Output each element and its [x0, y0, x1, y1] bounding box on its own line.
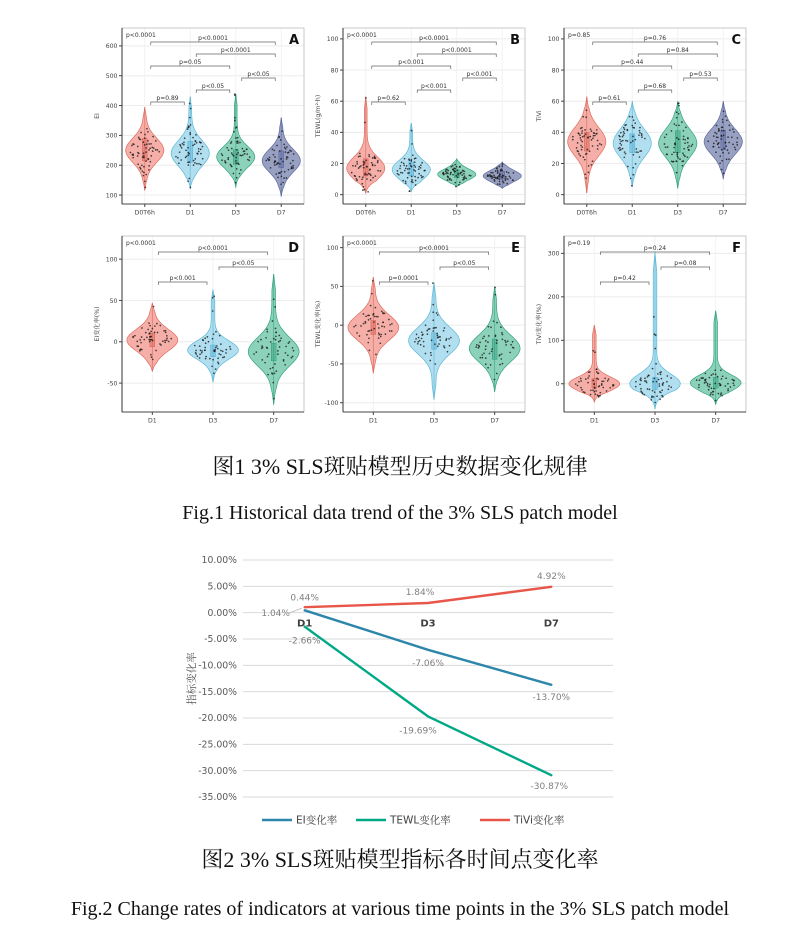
svg-text:-15.00%: -15.00%: [198, 686, 237, 698]
violin-A-D0T6h: [126, 107, 164, 191]
violin-F-D3: [630, 253, 681, 410]
svg-text:D7: D7: [490, 417, 500, 425]
svg-text:100: 100: [326, 36, 339, 44]
svg-text:p=0.84: p=0.84: [666, 47, 689, 54]
svg-text:D7: D7: [718, 209, 728, 217]
violin-panel-A: [92, 22, 312, 224]
violin-F-D1: [569, 325, 620, 402]
pvalue-bracket: [158, 275, 207, 285]
violin-F-D7: [690, 311, 741, 405]
svg-text:D7: D7: [497, 209, 507, 217]
svg-text:D1: D1: [589, 417, 599, 425]
svg-text:60: 60: [330, 98, 339, 106]
svg-text:0: 0: [334, 191, 339, 199]
svg-text:D0T6h: D0T6h: [134, 209, 155, 217]
svg-text:40: 40: [330, 129, 339, 137]
svg-text:TiVi变化率(%): TiVi变化率(%): [536, 303, 543, 345]
svg-text:D1: D1: [147, 417, 157, 425]
svg-text:D: D: [288, 241, 299, 256]
figure1-violin-panels: [92, 22, 758, 438]
pvalue-bracket: [196, 83, 230, 93]
svg-text:p<0.0001: p<0.0001: [441, 47, 472, 54]
svg-text:0: 0: [113, 339, 118, 347]
svg-text:0: 0: [555, 381, 560, 389]
svg-text:p<0.05: p<0.05: [232, 260, 255, 267]
svg-text:p=0.62: p=0.62: [377, 95, 400, 102]
svg-text:500: 500: [105, 73, 118, 81]
svg-text:p=0.42: p=0.42: [613, 275, 636, 282]
svg-text:-7.06%: -7.06%: [412, 658, 444, 669]
svg-text:p=0.05: p=0.05: [179, 59, 202, 66]
svg-text:-50: -50: [328, 361, 339, 369]
svg-text:100: 100: [547, 337, 560, 345]
svg-text:TEWL变化率: TEWL变化率: [390, 814, 451, 827]
svg-text:1.04%: 1.04%: [261, 609, 290, 620]
svg-text:D3: D3: [208, 417, 218, 425]
svg-text:0.00%: 0.00%: [207, 607, 237, 619]
svg-text:D7: D7: [276, 209, 286, 217]
svg-text:50: 50: [109, 297, 118, 305]
svg-text:p<0.0001: p<0.0001: [419, 245, 449, 252]
svg-text:100: 100: [326, 244, 339, 252]
pvalue-bracket: [417, 83, 451, 93]
svg-text:D7: D7: [269, 417, 279, 425]
svg-text:p=0.68: p=0.68: [643, 83, 667, 90]
svg-text:D1: D1: [185, 209, 195, 217]
svg-text:D1: D1: [406, 209, 416, 217]
svg-text:p<0.05: p<0.05: [201, 83, 225, 90]
svg-text:B: B: [510, 33, 520, 48]
pvalue-bracket: [440, 260, 489, 270]
svg-text:-19.69%: -19.69%: [399, 726, 437, 737]
svg-text:-13.70%: -13.70%: [532, 692, 571, 703]
violin-D-D1: [127, 303, 178, 372]
svg-text:200: 200: [105, 162, 118, 170]
pvalue-bracket: [600, 275, 649, 285]
svg-text:D1: D1: [368, 417, 378, 425]
svg-text:EI变化率(%): EI变化率(%): [94, 306, 101, 342]
svg-text:p=0.89: p=0.89: [156, 95, 179, 102]
figure2-caption-cn: 图2 3% SLS斑贴模型指标各时间点变化率: [201, 847, 599, 872]
svg-text:-25.00%: -25.00%: [198, 739, 237, 751]
pvalue-bracket: [661, 260, 710, 270]
pvalue-bracket: [593, 35, 718, 45]
svg-text:-35.00%: -35.00%: [198, 792, 237, 804]
svg-text:E: E: [511, 241, 520, 256]
svg-text:10.00%: 10.00%: [201, 555, 237, 567]
pvalue-bracket: [372, 35, 497, 45]
svg-text:20: 20: [551, 160, 560, 168]
svg-text:0.44%: 0.44%: [290, 593, 319, 604]
figure2-line-chart: [150, 552, 690, 848]
svg-text:p<0.001: p<0.001: [466, 71, 493, 78]
svg-text:D1: D1: [627, 209, 637, 217]
svg-text:D0T6h: D0T6h: [576, 209, 597, 217]
svg-text:-50: -50: [107, 380, 118, 388]
legend-item-EI: [262, 814, 338, 827]
violin-panel-D: [92, 230, 312, 432]
violin-A-D3: [217, 93, 255, 187]
svg-text:p<0.0001: p<0.0001: [347, 32, 377, 39]
svg-text:D3: D3: [420, 618, 436, 630]
svg-text:p=0.24: p=0.24: [643, 245, 667, 252]
violin-B-D1: [392, 123, 430, 192]
svg-text:p=0.76: p=0.76: [643, 35, 667, 42]
violin-B-D0T6h: [347, 97, 385, 194]
svg-text:400: 400: [105, 102, 118, 110]
pvalue-bracket: [684, 71, 718, 81]
svg-text:p<0.0001: p<0.0001: [419, 35, 449, 42]
svg-text:D3: D3: [673, 209, 683, 217]
svg-text:D3: D3: [452, 209, 462, 217]
svg-text:0: 0: [555, 191, 560, 199]
svg-text:40: 40: [551, 129, 560, 137]
svg-text:p<0.05: p<0.05: [247, 71, 270, 78]
svg-text:300: 300: [547, 250, 560, 258]
svg-text:p=0.19: p=0.19: [568, 240, 591, 247]
svg-text:p<0.001: p<0.001: [169, 275, 196, 282]
violin-panel-E: [313, 230, 533, 432]
svg-text:p<0.001: p<0.001: [398, 59, 425, 66]
svg-text:C: C: [731, 33, 741, 48]
svg-text:p<0.0001: p<0.0001: [347, 240, 377, 247]
svg-text:指标变化率: 指标变化率: [186, 652, 198, 705]
line-chart-svg: [150, 552, 690, 844]
svg-text:TiVi: TiVi: [536, 110, 543, 122]
violin-B-D7: [483, 162, 521, 189]
svg-text:D1: D1: [297, 618, 313, 630]
figure1-caption-en: Fig.1 Historical data trend of the 3% SLS patch model: [182, 502, 618, 524]
svg-text:4.92%: 4.92%: [537, 571, 566, 582]
legend-item-TEWL: [356, 814, 451, 827]
svg-text:-2.66%: -2.66%: [288, 636, 321, 647]
violin-C-D0T6h: [568, 97, 606, 194]
svg-text:D3: D3: [650, 417, 660, 425]
svg-text:p<0.05: p<0.05: [453, 260, 476, 267]
violin-A-D7: [262, 117, 300, 196]
svg-text:20: 20: [330, 160, 339, 168]
violin-E-D7: [469, 286, 520, 391]
svg-text:80: 80: [551, 67, 560, 75]
pvalue-bracket: [151, 95, 185, 105]
svg-text:TEWL变化率(%): TEWL变化率(%): [315, 300, 322, 348]
violin-D-D3: [188, 290, 239, 383]
pvalue-bracket: [151, 35, 276, 45]
violin-D-D7: [248, 274, 299, 405]
svg-text:D7: D7: [543, 618, 559, 630]
svg-text:EI变化率: EI变化率: [296, 814, 338, 827]
svg-text:-5.00%: -5.00%: [204, 634, 237, 646]
svg-text:p=0.85: p=0.85: [568, 32, 591, 39]
svg-text:-30.00%: -30.00%: [198, 765, 237, 777]
svg-text:p=0.44: p=0.44: [621, 59, 644, 66]
svg-text:D7: D7: [711, 417, 721, 425]
svg-text:-100: -100: [324, 399, 339, 407]
svg-text:TEWL(g/m²·h): TEWL(g/m²·h): [315, 94, 322, 138]
pvalue-bracket: [219, 260, 268, 270]
pvalue-bracket: [463, 71, 497, 81]
svg-text:60: 60: [551, 98, 560, 106]
series-TEWL: [289, 627, 569, 793]
svg-text:p<0.0001: p<0.0001: [220, 47, 251, 54]
svg-text:80: 80: [330, 67, 339, 75]
svg-text:200: 200: [547, 294, 560, 302]
svg-text:p<0.0001: p<0.0001: [126, 32, 156, 39]
pvalue-bracket: [372, 95, 406, 105]
violin-panel-C: [534, 22, 754, 224]
svg-text:TiVi变化率: TiVi变化率: [514, 814, 565, 827]
svg-text:A: A: [288, 33, 299, 48]
svg-text:1.84%: 1.84%: [405, 587, 435, 598]
violin-panel-F: [534, 230, 754, 432]
pvalue-bracket: [593, 95, 627, 105]
violin-C-D7: [704, 101, 742, 179]
svg-text:0: 0: [334, 322, 339, 330]
svg-text:-10.00%: -10.00%: [198, 660, 237, 672]
svg-text:p=0.61: p=0.61: [598, 95, 621, 102]
svg-text:EI: EI: [94, 113, 101, 119]
violin-C-D3: [659, 101, 697, 188]
violin-panel-B: [313, 22, 533, 224]
svg-text:100: 100: [105, 192, 118, 200]
violin-E-D3: [409, 282, 460, 399]
svg-text:-30.87%: -30.87%: [530, 782, 569, 793]
pvalue-bracket: [379, 275, 428, 285]
figure1-caption-cn: 图1 3% SLS斑贴模型历史数据变化规律: [212, 454, 588, 479]
svg-text:-20.00%: -20.00%: [198, 713, 237, 725]
pvalue-bracket: [638, 83, 672, 93]
violin-E-D1: [348, 277, 399, 373]
figure2-caption-en: Fig.2 Change rates of indicators at various time points in the 3% SLS patch model: [70, 898, 730, 920]
svg-text:p<0.0001: p<0.0001: [198, 35, 228, 42]
svg-text:p=0.53: p=0.53: [689, 71, 712, 78]
svg-text:p<0.001: p<0.001: [420, 83, 448, 90]
svg-text:600: 600: [105, 43, 118, 51]
svg-text:5.00%: 5.00%: [207, 581, 237, 593]
svg-text:p<0.0001: p<0.0001: [198, 245, 228, 252]
svg-text:300: 300: [105, 132, 118, 140]
violin-C-D1: [613, 101, 651, 187]
svg-text:p=0.08: p=0.08: [674, 260, 697, 267]
svg-text:100: 100: [105, 256, 118, 264]
svg-text:F: F: [732, 241, 741, 256]
svg-text:D3: D3: [231, 209, 241, 217]
svg-text:D3: D3: [429, 417, 439, 425]
svg-text:D0T6h: D0T6h: [355, 209, 376, 217]
svg-text:50: 50: [330, 283, 339, 291]
svg-text:p=0.0001: p=0.0001: [388, 275, 419, 282]
svg-text:p<0.0001: p<0.0001: [126, 240, 156, 247]
violin-A-D1: [171, 97, 209, 190]
svg-text:100: 100: [547, 36, 560, 44]
legend-item-TiVi: [480, 814, 565, 827]
